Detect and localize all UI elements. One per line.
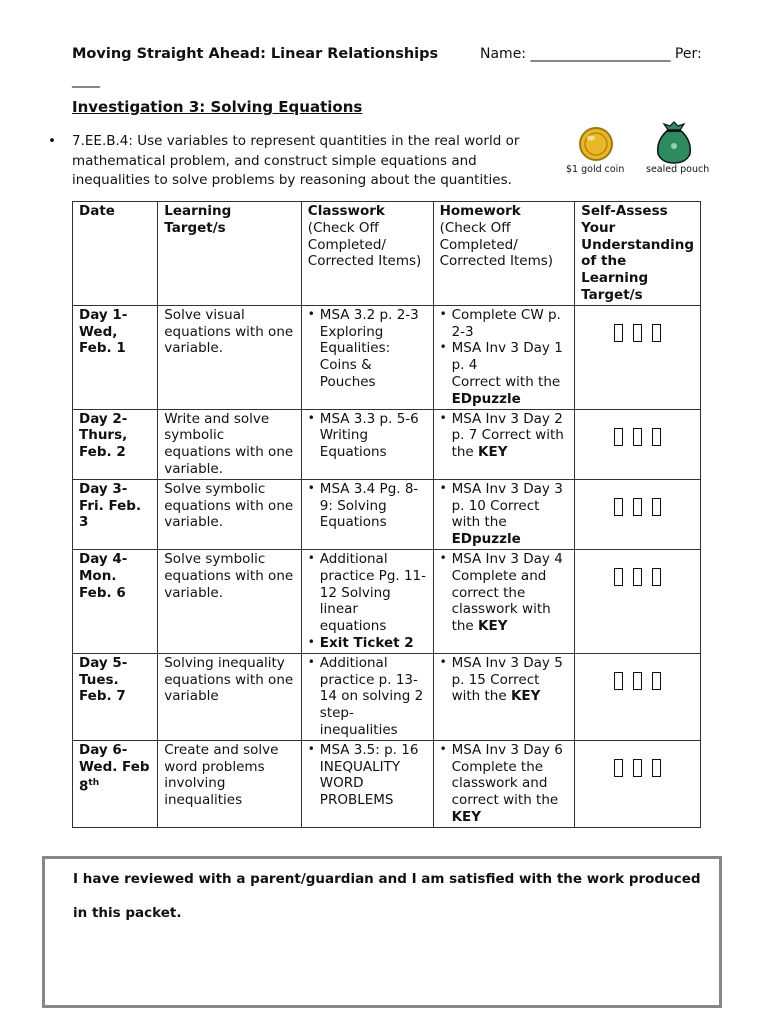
checkbox[interactable] bbox=[633, 498, 642, 516]
checkbox[interactable] bbox=[652, 568, 661, 586]
classwork-cell bbox=[301, 305, 433, 409]
list-item[interactable]: • MSA Inv 3 Day 6 Complete the classwork and correct with the KEY bbox=[440, 742, 569, 826]
sealed-pouch-icon bbox=[654, 120, 694, 164]
self-assess-cell bbox=[575, 479, 701, 549]
header bbox=[72, 46, 732, 62]
table-row bbox=[73, 653, 701, 740]
checkbox[interactable] bbox=[633, 428, 642, 446]
header-homework-sub: (Check Off Completed/ Corrected Items) bbox=[439, 219, 554, 270]
document-title: Moving Straight Ahead: Linear Relationships bbox=[72, 46, 439, 62]
classwork-cell bbox=[301, 479, 433, 549]
list-item[interactable]: • Additional practice p. 13-14 on solving 2 step-inequalities bbox=[308, 655, 427, 739]
target-cell: Solving inequality equations with one variable bbox=[158, 653, 302, 740]
list-item[interactable]: • Complete CW p. 2-3 bbox=[440, 307, 569, 341]
standard-bullet bbox=[48, 132, 538, 191]
list-item[interactable]: • MSA 3.3 p. 5-6 Writing Equations bbox=[308, 411, 427, 461]
classwork-cell bbox=[301, 740, 433, 827]
gold-coin-icon bbox=[578, 126, 614, 162]
classwork-cell bbox=[301, 653, 433, 740]
homework-cell bbox=[433, 305, 575, 409]
per-line[interactable]: ____ bbox=[72, 72, 100, 88]
lesson-plan-table bbox=[72, 201, 701, 828]
header-homework bbox=[433, 202, 575, 306]
header-classwork-sub: (Check Off Completed/ Corrected Items) bbox=[307, 219, 422, 270]
checkbox[interactable] bbox=[614, 568, 623, 586]
date-cell: Day 1- Wed, Feb. 1 bbox=[73, 305, 158, 409]
classwork-cell bbox=[301, 409, 433, 479]
target-cell: Solve symbolic equations with one variable. bbox=[158, 549, 302, 653]
parent-review-box[interactable] bbox=[42, 856, 722, 1008]
list-item[interactable]: • MSA 3.5: p. 16 INEQUALITY WORD PROBLEMS bbox=[308, 742, 427, 809]
coin-label: $1 gold coin bbox=[566, 164, 625, 175]
table-header-row bbox=[73, 202, 701, 306]
table-row bbox=[73, 479, 701, 549]
list-item[interactable]: • MSA Inv 3 Day 3 p. 10 Correct with the EDpuzzle bbox=[440, 481, 569, 548]
header-target bbox=[158, 202, 302, 306]
homework-cell bbox=[433, 549, 575, 653]
header-classwork-label: Classwork bbox=[307, 203, 385, 219]
list-item[interactable]: • MSA 3.2 p. 2-3 Exploring Equalities: Coins & Pouches bbox=[308, 307, 427, 391]
list-item[interactable]: • MSA Inv 3 Day 5 p. 15 Correct with the KEY bbox=[440, 655, 569, 705]
investigation-title: Investigation 3: Solving Equations bbox=[72, 98, 363, 116]
table-row bbox=[73, 409, 701, 479]
review-statement-line2: in this packet. bbox=[73, 905, 182, 921]
list-item[interactable]: • Exit Ticket 2 bbox=[308, 635, 427, 652]
checkbox[interactable] bbox=[614, 759, 623, 777]
checkbox[interactable] bbox=[652, 498, 661, 516]
checkbox[interactable] bbox=[633, 672, 642, 690]
list-item[interactable]: • Additional practice Pg. 11-12 Solving linear equations bbox=[308, 551, 427, 635]
target-cell: Solve visual equations with one variable. bbox=[158, 305, 302, 409]
homework-cell bbox=[433, 653, 575, 740]
date-cell: Day 3- Fri. Feb. 3 bbox=[73, 479, 158, 549]
checkbox[interactable] bbox=[652, 759, 661, 777]
homework-cell bbox=[433, 740, 575, 827]
header-date: Date bbox=[73, 202, 158, 306]
checkbox[interactable] bbox=[652, 324, 661, 342]
target-cell: Write and solve symbolic equations with one variable. bbox=[158, 409, 302, 479]
table-row bbox=[73, 305, 701, 409]
header-homework-label: Homework bbox=[439, 203, 521, 219]
header-self-assess: Self-Assess Your Understanding of the Learning Target/s bbox=[575, 202, 701, 306]
list-item[interactable]: • MSA Inv 3 Day 2 p. 7 Correct with the KEY bbox=[440, 411, 569, 461]
self-assess-cell bbox=[575, 740, 701, 827]
date-cell: Day 2- Thurs, Feb. 2 bbox=[73, 409, 158, 479]
checkbox[interactable] bbox=[633, 759, 642, 777]
date-cell: Day 4- Mon. Feb. 6 bbox=[73, 549, 158, 653]
self-assess-cell bbox=[575, 549, 701, 653]
list-item[interactable]: • MSA 3.4 Pg. 8-9: Solving Equations bbox=[308, 481, 427, 531]
self-assess-cell bbox=[575, 305, 701, 409]
classwork-cell bbox=[301, 549, 433, 653]
checkbox[interactable] bbox=[633, 324, 642, 342]
review-statement-line1: I have reviewed with a parent/guardian and I am satisfied with the work produced bbox=[73, 871, 701, 887]
target-cell: Create and solve word problems involving inequalities bbox=[158, 740, 302, 827]
self-assess-cell bbox=[575, 653, 701, 740]
standard-text: 7.EE.B.4: Use variables to represent quantities in the real world or mathematical problem, and construct simple equations and inequalities to solve problems by reasoning about the quantities. bbox=[72, 133, 520, 188]
header-classwork bbox=[301, 202, 433, 306]
homework-cell bbox=[433, 479, 575, 549]
bullet-icon: • bbox=[48, 133, 56, 149]
table-row bbox=[73, 549, 701, 653]
date-cell: Day 6- Wed. Feb 8th bbox=[73, 740, 158, 827]
checkbox[interactable] bbox=[633, 568, 642, 586]
checkbox[interactable] bbox=[652, 428, 661, 446]
list-item[interactable]: • MSA Inv 3 Day 1 p. 4 Correct with the EDpuzzle bbox=[440, 340, 569, 407]
pouch-label: sealed pouch bbox=[646, 164, 710, 175]
name-per-field[interactable]: Name: ____________________ Per: bbox=[480, 46, 702, 62]
target-cell: Solve symbolic equations with one variable. bbox=[158, 479, 302, 549]
checkbox[interactable] bbox=[614, 428, 623, 446]
header-target-label: Learning Target/s bbox=[164, 203, 232, 236]
table-row bbox=[73, 740, 701, 827]
self-assess-cell bbox=[575, 409, 701, 479]
homework-cell bbox=[433, 409, 575, 479]
list-item[interactable]: • MSA Inv 3 Day 4 Complete and correct the classwork with the KEY bbox=[440, 551, 569, 635]
checkbox[interactable] bbox=[614, 498, 623, 516]
checkbox[interactable] bbox=[614, 324, 623, 342]
date-cell: Day 5- Tues. Feb. 7 bbox=[73, 653, 158, 740]
checkbox[interactable] bbox=[614, 672, 623, 690]
checkbox[interactable] bbox=[652, 672, 661, 690]
